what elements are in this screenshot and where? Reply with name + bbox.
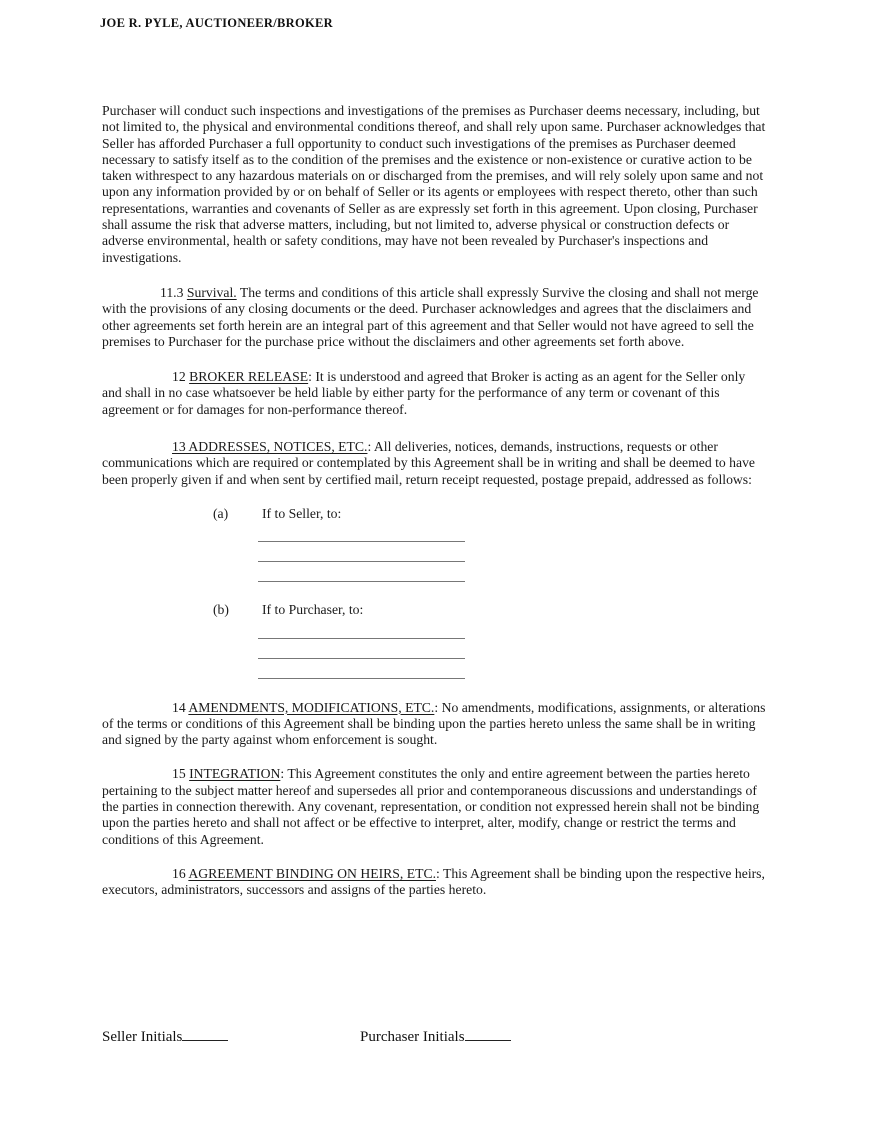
section-12-text: : It is understood and agreed that Broker is acting as an agent for the Seller only and shall in no case whatsoever be held liable by either party for the performance of any term or covenant of this agreement or for damages for non-performance thereof.	[102, 369, 746, 417]
section-15-heading: INTEGRATION	[189, 766, 281, 782]
address-seller-row	[213, 506, 766, 522]
seller-initials-blank	[182, 1026, 228, 1041]
section-11-3	[102, 285, 766, 350]
section-13-heading: 13 ADDRESSES, NOTICES, ETC.	[172, 439, 368, 455]
address-seller-marker: (a)	[213, 505, 229, 521]
section-16	[102, 866, 766, 899]
section-11-3-text: The terms and conditions of this article shall expressly Survive the closing and shall not merge with the provisions of any closing documents or the deed. Purchaser acknowledges and agrees that the disclaimers and other agreements set forth herein are an integral part of this agreement and that Seller would not have agreed to sell the premises to Purchaser for the purchase price without the disclaimers and other agreements set forth above.	[102, 284, 759, 349]
address-seller-line-1	[258, 522, 465, 542]
address-seller-line-3	[258, 562, 465, 582]
intro-paragraph: Purchaser will conduct such inspections and investigations of the premises as Purchaser deems necessary, including, but not limited to, the physical and environmental conditions thereof, and shall rely upon same. Purchaser acknowledges that Seller has afforded Purchaser a full opportunity to conduct such investigations of the premises as Purchaser deemed necessary to satisfy itself as to the condition of the premises and the existence or non-existence or curative action to be taken withrespect to any hazardous materials on or discharged from the premises, and will rely solely upon same and not upon any information provided by or on behalf of Seller or its agents or employees with respect thereto, other than such representations, warranties and covenants of Seller as are expressly set forth in this agreement. Upon closing, Purchaser shall assume the risk that adverse matters, including, but not limited to, adverse physical or construction defects or adverse environmental, health or safety conditions, may have not been revealed by Purchaser's inspections and investigations.	[102, 103, 766, 265]
address-purchaser-lines	[102, 619, 766, 679]
section-15-number: 15	[172, 766, 190, 782]
section-14	[102, 700, 766, 749]
address-purchaser-line-3	[258, 659, 465, 679]
address-purchaser-line-1	[258, 619, 465, 639]
address-purchaser-row	[213, 602, 766, 618]
section-12	[102, 369, 766, 418]
address-purchaser-marker: (b)	[213, 602, 229, 618]
address-seller-label: If to Seller, to:	[262, 505, 342, 521]
address-block-purchaser	[102, 602, 766, 678]
section-16-text: : This Agreement shall be binding upon the respective heirs, executors, administrators, successors and assigns of the parties hereto.	[102, 865, 765, 898]
section-11-3-number: 11.3	[160, 284, 187, 300]
section-14-number: 14	[172, 699, 189, 715]
document-body	[102, 103, 766, 899]
section-12-number: 12	[172, 369, 190, 385]
section-16-heading: AGREEMENT BINDING ON HEIRS, ETC.	[188, 865, 436, 881]
address-seller-line-2	[258, 542, 465, 562]
address-purchaser-line-2	[258, 639, 465, 659]
seller-initials	[102, 1026, 228, 1046]
section-14-text: : No amendments, modifications, assignments, or alterations of the terms or conditions of this Agreement shall be binding upon the parties hereto unless the same shall be in writing and signed by the party against whom enforcement is sought.	[102, 699, 766, 748]
section-14-heading: AMENDMENTS, MODIFICATIONS, ETC.	[188, 699, 435, 715]
section-15-text: : This Agreement constitutes the only and entire agreement between the parties hereto pertaining to the subject matter hereof and supersedes all prior and contemporaneous discussions and understandings of the parties in connection therewith. Any covenant, representation, or condition not expressed herein shall not be binding upon the parties hereto and shall not affect or be effective to interpret, alter, modify, change or restrict the terms and conditions of this Agreement.	[102, 766, 760, 847]
address-block-seller	[102, 506, 766, 582]
section-13	[102, 439, 766, 488]
seller-initials-label: Seller Initials	[102, 1029, 183, 1045]
section-13-text: : All deliveries, notices, demands, instructions, requests or other communications which are required or contemplated by this Agreement shall be in writing and shall be deemed to have been properly given if and when sent by certified mail, return receipt requested, postage prepaid, addressed as follows:	[102, 439, 756, 487]
section-15	[102, 766, 766, 847]
address-purchaser-label: If to Purchaser, to:	[262, 602, 364, 618]
address-seller-lines	[102, 522, 766, 582]
section-11-3-heading: Survival.	[186, 284, 237, 300]
purchaser-initials	[360, 1026, 511, 1046]
document-header-title: JOE R. PYLE, AUCTIONEER/BROKER	[100, 16, 333, 30]
purchaser-initials-label: Purchaser Initials	[360, 1029, 465, 1045]
section-16-number: 16	[172, 865, 189, 881]
section-12-heading: BROKER RELEASE	[189, 369, 309, 385]
purchaser-initials-blank	[465, 1026, 511, 1041]
